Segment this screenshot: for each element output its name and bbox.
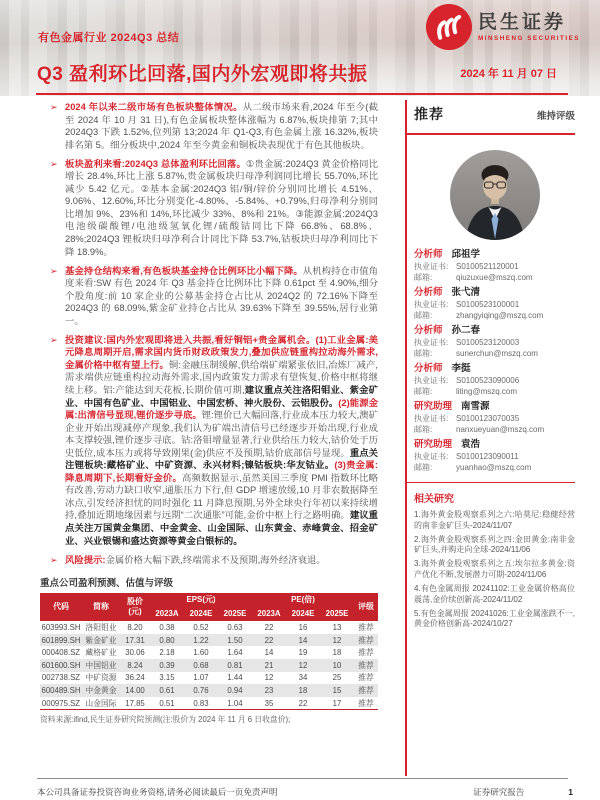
paragraph-segment: 建议重点关注万国黄金集团、中金黄金、山金国际、山东黄金、赤峰黄金、招金矿业、兴业银锡和盛达资源等黄金白银标的。 <box>65 510 378 546</box>
stock-row <box>40 621 378 634</box>
stock-cell: 推荐 <box>354 697 378 710</box>
stock-cell: 14.00 <box>125 685 145 695</box>
col-code: 代码 <box>40 593 82 621</box>
col-year: 2023A <box>150 607 184 621</box>
paragraph-segment: 2024 年以来二级市场有色板块整体情况。 <box>65 102 243 112</box>
stock-cell: 17 <box>320 697 354 710</box>
paragraph-segment: 从二级市场来看,2024 年至今(截至 2024 年 10 月 31 日),有色金属板块整体涨幅为 6.87%,板块排第 7;其中 2024Q3 下跌 1.52%,位列第 13;2024 年 Q1-Q3,有色金属上涨 16.32%,板块排名第 5。细分板块中,2024 年至今黄金和铜板块表现优于有色其他板块。 <box>65 102 378 150</box>
stock-cell: 推荐 <box>358 635 374 645</box>
analyst-name: 南雪源 <box>461 400 490 412</box>
cert-label: 执业证书: <box>414 451 449 461</box>
stock-cell: 17.31 <box>125 635 145 645</box>
bullet-arrow-icon: ➢ <box>50 334 58 345</box>
stock-cell: 3.15 <box>159 673 175 683</box>
stock-cell: 600489.SH <box>41 685 81 695</box>
analyst-role: 分析师 <box>414 286 443 298</box>
paragraph-text <box>65 334 378 547</box>
analyst-mail-line <box>414 424 575 435</box>
stock-cell: 8.20 <box>127 622 143 632</box>
brand-name-cn: 民生证券 <box>478 11 567 33</box>
analyst-entry <box>414 286 575 321</box>
cert-number: S0100521120001 <box>456 261 519 271</box>
stock-cell: 0.61 <box>159 685 175 695</box>
stock-cell: 1.60 <box>193 648 209 658</box>
analyst-name-line <box>414 248 575 261</box>
analyst-mail-line <box>414 348 575 359</box>
analyst-entry <box>414 362 575 397</box>
header-banner <box>0 0 600 96</box>
mail-label: 邮箱: <box>414 462 433 472</box>
cert-label: 执业证书: <box>414 337 449 347</box>
stock-cell: 25 <box>332 673 342 683</box>
minsheng-logo-icon <box>426 4 472 50</box>
stock-cell: 中矿资源 <box>85 673 117 683</box>
analyst-photo <box>450 150 540 240</box>
stock-cell: 0.83 <box>184 697 218 710</box>
mail-label: 邮箱: <box>414 310 433 320</box>
cert-number: S0100523120003 <box>456 337 520 347</box>
mail-address: zhangyiqing@mszq.com <box>456 310 544 320</box>
stock-cell: 22 <box>286 697 320 710</box>
stock-row <box>40 672 378 685</box>
stock-cell: 1.50 <box>227 635 243 645</box>
page-title: Q3 盈利环比回落,国内外宏观即将共振 <box>37 64 368 85</box>
analyst-role: 研究助理 <box>414 438 453 450</box>
stock-table <box>40 593 378 710</box>
analyst-name-line <box>414 286 575 299</box>
stock-cell: 山金国际 <box>82 697 120 710</box>
analyst-name-line <box>414 362 575 375</box>
analyst-mail-line <box>414 310 575 321</box>
col-year: 2025E <box>320 607 354 621</box>
paragraph-segment: 风险提示: <box>65 554 106 565</box>
summary-paragraph <box>40 158 378 258</box>
stock-cell: 0.76 <box>193 685 209 695</box>
mail-address: qiuzuxue@mszq.com <box>456 272 533 282</box>
paragraph-segment: 从机构持仓市值角度来看:SW 有色 2024 年 Q3 基金持仓比例环比下降 0.61pct 至 4.90%,细分个股角度:前 10 家企业的公募基金持仓占比从 2024Q2 的 72.16%下降至 2024Q3 的 68.09%,紫金矿业持仓占比从 39.63%下降至 39.55%,居行业第一。 <box>65 265 378 326</box>
mail-address: liting@mszq.com <box>456 386 518 396</box>
stock-cell: 15 <box>332 685 342 695</box>
report-series-label: 有色金属行业 2024Q3 总结 <box>38 32 180 44</box>
stock-cell: 1.22 <box>193 635 209 645</box>
mail-address: sunerchun@mszq.com <box>456 348 538 358</box>
stock-row <box>40 697 378 710</box>
mail-label: 邮箱: <box>414 424 433 434</box>
paragraph-segment: 锂:锂价已大幅回落,行业成本压力较大,澳矿企业开始出现减停产现象,我们认为矿端出清信号已经逐步开始出现,行业成本支撑较强,锂价逐步寻底。钴:洛钼增量显著,行业供给压力较大,钴价处于历史低位,成本压力或将导致刚果(金)供应不及预期,钴价底部信号显现。 <box>65 410 378 458</box>
analyst-role: 分析师 <box>414 248 443 260</box>
stock-cell: 19 <box>298 648 308 658</box>
footer-report-type: 证券研究报告 <box>473 787 525 797</box>
sidebar-divider-top <box>405 133 575 135</box>
col-name: 简称 <box>82 593 120 621</box>
analyst-entry <box>414 400 575 435</box>
analyst-role: 分析师 <box>414 324 443 336</box>
rating-badge: 推荐 <box>414 106 444 122</box>
paragraph-segment: 重点关注锂板块:藏格矿业、中矿资源、永兴材料;镍钴板块:华友钴业。 <box>65 447 378 471</box>
stock-cell: 603993.SH <box>41 622 81 632</box>
analyst-name: 孙二春 <box>451 324 481 336</box>
stock-cell: 13 <box>332 622 342 632</box>
related-research-item: 2.海外黄金股观察系列之四:金田黄金:南非金矿巨头,并购走向全球-2024/11/06 <box>414 534 575 555</box>
paragraph-segment: 金属价格大幅下跌,终端需求不及预期,海外经济衰退。 <box>105 554 326 565</box>
stock-cell: 23 <box>264 685 274 695</box>
stock-cell: 推荐 <box>358 660 374 670</box>
stock-table-heading: 重点公司盈利预测、估值与评级 <box>40 578 174 590</box>
stock-cell: 0.52 <box>193 622 209 632</box>
analyst-cert-line <box>414 299 575 310</box>
stock-cell: 0.51 <box>150 697 184 710</box>
related-research-item: 5.有色金属周报 20241026:工业金属涨跌不一,黄金价格创新高-2024/10/27 <box>414 608 575 629</box>
stock-cell: 34 <box>298 673 308 683</box>
col-price-label: 股价 <box>127 597 143 607</box>
stock-cell: 0.38 <box>159 622 175 632</box>
col-group-eps: EPS(元) <box>150 593 252 607</box>
mail-address: nanxueyuan@mszq.com <box>456 424 545 434</box>
footer-disclaimer: 本公司具备证券投资咨询业务资格,请务必阅读最后一页免责声明 <box>37 787 278 797</box>
paragraph-text <box>65 158 378 258</box>
analyst-cert-line <box>414 337 575 348</box>
col-rating: 评级 <box>354 593 378 621</box>
stock-cell: 000975.SZ <box>40 697 82 710</box>
related-research-heading: 相关研究 <box>414 494 454 505</box>
cert-number: S0100523090006 <box>456 375 520 385</box>
analyst-mail-line <box>414 462 575 473</box>
mail-address: yuanhao@mszq.com <box>456 462 532 472</box>
analyst-mail-line <box>414 386 575 397</box>
related-research-item: 3.海外黄金股观察系列之五:埃尔拉多黄金:资产优化不断,发展潜力可期-2024/11/06 <box>414 559 575 579</box>
footer <box>37 786 575 798</box>
stock-cell: 10 <box>332 660 342 670</box>
analyst-entry <box>414 248 575 283</box>
summary-paragraph <box>40 101 378 151</box>
analyst-name-line <box>414 400 575 413</box>
analyst-name: 邱祖学 <box>451 248 481 260</box>
analyst-mail-line <box>414 272 575 283</box>
stock-cell: 14 <box>264 648 274 658</box>
stock-cell: 1.64 <box>227 648 243 658</box>
stock-row <box>40 634 378 647</box>
paragraph-segment: 板块盈利来看:2024Q3 总体盈利环比回落。 <box>65 158 246 169</box>
col-year: 2024E <box>286 607 320 621</box>
summary-paragraph <box>40 334 378 547</box>
stock-cell: 洛阳钼业 <box>85 622 117 632</box>
stock-cell: 14 <box>298 635 308 645</box>
stock-cell: 藏格矿业 <box>85 648 117 658</box>
report-summary <box>40 101 378 566</box>
stock-cell: 000408.SZ <box>41 648 81 658</box>
stock-cell: 1.07 <box>193 673 209 683</box>
bullet-arrow-icon: ➢ <box>50 554 58 565</box>
analyst-role: 分析师 <box>414 362 443 374</box>
brand-logo <box>426 4 580 50</box>
analyst-avatar-image <box>450 150 540 240</box>
col-year: 2024E <box>184 607 218 621</box>
col-price-unit: (元) <box>128 607 142 617</box>
stock-cell: 紫金矿业 <box>85 635 117 645</box>
mail-label: 邮箱: <box>414 386 433 396</box>
page-number: 1 <box>568 787 573 797</box>
analyst-list <box>414 248 575 473</box>
cert-label: 执业证书: <box>414 375 449 385</box>
summary-paragraph <box>40 265 378 328</box>
paragraph-segment: ①贵金属:2024Q3 黄金价格同比增长 28.4%,环比上涨 5.87%,贵金属板块归母净利润同比增长 55.70%,环比减少 5.42 亿元。②基本金属:2024Q3 铝/铜/锌价分别同比增长 4.51%、9.06%、12.60%,环比分别变化-4.80%、-5.84%、+0.79%,归母净利分别同比增加 9%、23%和 14%,环比减少 33%、8%和 21%。③能源金属:2024Q3 电池级碳酸锂/电池级氢氧化锂/硫酸钴同比下降 66.8%、68.8%、28%;2024Q3 锂板块归母净利合计同比下降 53.7%,钴板块归母净利同比下降 18.9%。 <box>65 158 378 257</box>
stock-cell: 12 <box>298 660 308 670</box>
stock-cell: 0.81 <box>227 660 243 670</box>
stock-cell: 推荐 <box>358 622 374 632</box>
analyst-cert-line <box>414 413 575 424</box>
stock-cell: 0.68 <box>193 660 209 670</box>
stock-cell: 22 <box>264 635 274 645</box>
stock-cell: 1.04 <box>218 697 252 710</box>
report-date: 2024 年 11 月 07 日 <box>460 68 557 80</box>
stock-cell: 16 <box>298 622 308 632</box>
stock-cell: 601600.SH <box>41 660 81 670</box>
bullet-arrow-icon: ➢ <box>50 265 58 276</box>
stock-cell: 18 <box>332 648 342 658</box>
stock-row <box>40 684 378 697</box>
header-divider <box>36 93 568 95</box>
related-list <box>414 510 575 630</box>
stock-cell: 0.63 <box>227 622 243 632</box>
stock-cell: 18 <box>298 685 308 695</box>
col-price <box>120 593 150 621</box>
bullet-arrow-icon: ➢ <box>50 158 58 169</box>
related-research-item: 4.有色金属周报 20241102:工业金属价格高位震荡,金价续创新高-2024/11/02 <box>414 584 575 604</box>
paragraph-text <box>65 265 378 328</box>
sidebar-divider-related <box>405 482 575 484</box>
stock-cell: 2.18 <box>159 648 175 658</box>
paragraph-text <box>65 554 378 567</box>
bullet-arrow-icon: ➢ <box>50 102 58 112</box>
stock-table-body <box>40 621 378 710</box>
paragraph-segment: (3)贵金属:降息周期下,长期看好金价。 <box>65 460 378 483</box>
cert-number: S0100123090011 <box>456 451 519 461</box>
col-group-pe: PE(倍) <box>252 593 354 607</box>
stock-cell: 35 <box>252 697 286 710</box>
cert-label: 执业证书: <box>414 413 449 423</box>
stock-cell: 中金黄金 <box>85 685 117 695</box>
sidebar <box>414 100 575 633</box>
cert-number: S0100523100001 <box>456 299 520 309</box>
main-column <box>40 101 378 725</box>
stock-cell: 推荐 <box>358 685 374 695</box>
analyst-role: 研究助理 <box>414 400 453 412</box>
stock-row <box>40 659 378 672</box>
column-divider <box>405 100 407 776</box>
stock-cell: 8.24 <box>127 660 143 670</box>
stock-cell: 1.44 <box>227 673 243 683</box>
related-research-item: 1.海外黄金股观察系列之六:哈莫尼:稳健经营的南非金矿巨头-2024/11/07 <box>414 510 575 530</box>
stock-cell: 21 <box>264 660 274 670</box>
cert-label: 执业证书: <box>414 299 449 309</box>
paragraph-segment: 投资建议:国内外宏观即将进入共振,看好铜铝+贵金属机会。(1)工业金属:美元降息周期开启,需求国内货币财政政策发力,叠加供应链重构拉动海外需求,金属价格中枢有望上行。 <box>65 334 378 370</box>
stock-cell: 0.94 <box>227 685 243 695</box>
brand-name-en: MINSHENG SECURITIES <box>478 34 580 42</box>
paragraph-segment: 高频数据显示,虽然美国三季度 PMI 指数环比略有改善,劳动力缺口收窄,通胀压力下行,但 GDP 增速放缓,10 月非农数据降至冰点,引发经济担忧的同时强化 11 月降息预期,另外全球央行年初以来持续增持,叠加近期地缘因素与远期“二次通胀”可能,金价中枢上行之路明确。 <box>65 472 378 521</box>
analyst-name: 张弋清 <box>451 286 481 298</box>
cert-label: 执业证书: <box>414 261 449 271</box>
cert-number: S0100123070035 <box>456 413 520 423</box>
stock-cell: 30.06 <box>125 648 145 658</box>
paragraph-segment: 基金持仓结构来看,有色板块基金持仓比例环比小幅下降。 <box>65 265 303 276</box>
stock-cell: 12 <box>332 635 342 645</box>
brand-name <box>478 13 580 42</box>
stock-cell: 推荐 <box>358 648 374 658</box>
col-year: 2025E <box>218 607 252 621</box>
rating-action: 维持评级 <box>536 111 575 122</box>
stock-cell: 12 <box>264 673 274 683</box>
stock-cell: 22 <box>264 622 274 632</box>
stock-cell: 17.85 <box>120 697 150 710</box>
footer-divider <box>37 778 568 779</box>
stock-cell: 0.39 <box>159 660 175 670</box>
stock-cell: 0.80 <box>159 635 175 645</box>
table-source-note: 资料来源:ifind,民生证券研究院预测(注:股价为 2024 年 11 月 6 日收盘价); <box>40 715 291 725</box>
summary-paragraph <box>40 554 378 567</box>
analyst-cert-line <box>414 261 575 272</box>
analyst-name: 李挺 <box>451 362 471 374</box>
analyst-entry <box>414 324 575 359</box>
analyst-cert-line <box>414 375 575 386</box>
stock-row <box>40 646 378 659</box>
paragraph-segment: 铜:金融压制缓解,供给端矿端紧张依旧,冶炼厂减产,需求端供应链重构拉动海外需求,国内政策发力需求有望恢复,价格中枢将继续上移。铝:产能达到天花板,长期价值可期, <box>65 359 378 395</box>
stock-cell: 601899.SH <box>41 635 81 645</box>
paragraph-text <box>65 101 378 151</box>
analyst-name: 袁浩 <box>461 438 481 450</box>
col-year: 2023A <box>252 607 286 621</box>
analyst-cert-line <box>414 451 575 462</box>
analyst-entry <box>414 438 575 473</box>
paragraph-segment: 建议重点关注洛阳钼业、紫金矿业、中国有色矿业、中国铝业、中国宏桥、神火股份、云铝股份。 <box>65 384 378 408</box>
paragraph-segment: (2)能源金属:出清信号显现,锂价逐步寻底。 <box>65 397 378 421</box>
stock-cell: 推荐 <box>358 673 374 683</box>
stock-cell: 002738.SZ <box>41 673 81 683</box>
stock-cell: 中国铝业 <box>85 660 117 670</box>
rating-row <box>414 100 575 124</box>
stock-cell: 36.24 <box>125 673 145 683</box>
analyst-name-line <box>414 438 575 451</box>
mail-label: 邮箱: <box>414 348 433 358</box>
mail-label: 邮箱: <box>414 272 433 282</box>
stock-table-header <box>40 593 378 621</box>
analyst-name-line <box>414 324 575 337</box>
